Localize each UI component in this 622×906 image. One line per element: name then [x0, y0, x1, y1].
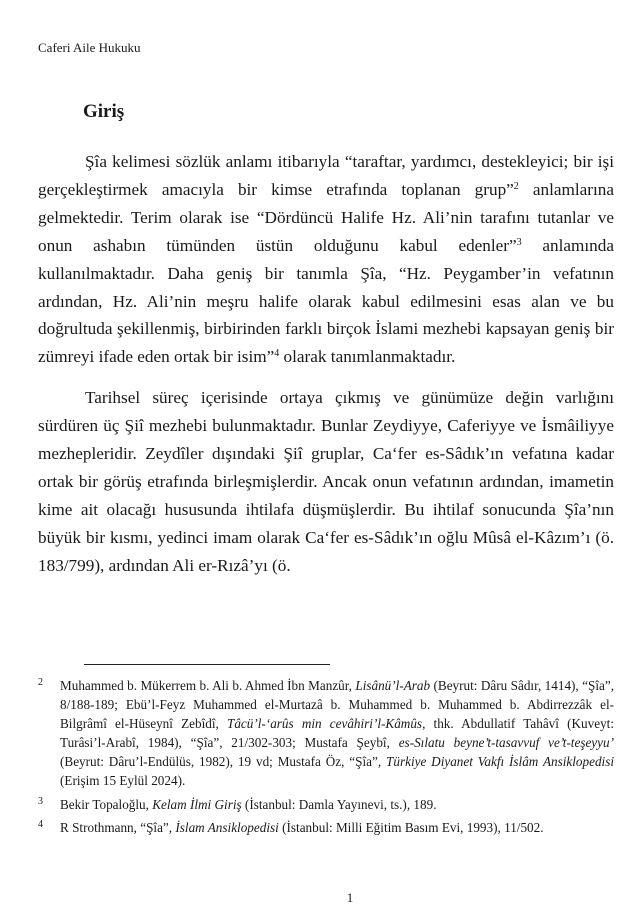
running-head: Caferi Aile Hukuku: [38, 40, 141, 55]
paragraph-1: [38, 148, 614, 371]
section-title: Giriş: [83, 101, 125, 122]
footnote-number: 4: [38, 818, 43, 830]
text-run: anlamlarına gelmektedir. Terim olarak ise “Dördüncü Halife Hz. Ali’nin tarafını tutanlar ve onun ashabın tümünden üstün olduğunu kabul edenler”: [38, 179, 614, 255]
italic-title: Lisânü’l-Arab: [355, 678, 431, 693]
footnote-ref: 3: [516, 236, 522, 248]
text-run: (Beyrut: Dâru Sâdır, 1414), “Şîa”, 8/188-189; Ebü’l-Feyz Muhammed el-Murtazâ b. Muhammed b. Muhammed b. Abdirrezzâk el-Bilgrâmî el-Hüseynî Zebîdî,: [60, 678, 614, 732]
footnote-text: [60, 676, 614, 791]
text-run: Şîa kelimesi sözlük anlamı itibarıyla “taraftar, yardımcı, destekleyici; bir işi gerçekleştirmek amacıyla bir kimse etrafında toplanan grup”: [38, 152, 614, 199]
text-run: Tarihsel süreç içerisinde ortaya çıkmış ve günümüze değin varlığını sürdüren üç Şiî mezhebi bulunmaktadır. Bunlar Zeydiyye, Caferiyye ve İsmâiliyye mezhepleridir. Zeydîler dışındaki Şiî gruplar, Ca‘fer es-Sâdık’ın vefatına kadar ortak bir görüş etrafında birleşmişlerdir. Ancak onun vefatının ardından, imametin kime ait olacağı hususunda ihtilafa düşmüşlerdir. Bu ihtilaf sonucunda Şîa’nın büyük bir kısmı, yedinci imam olarak Ca‘fer es-Sâdık’ın oğlu Mûsâ el-Kâzım’ı (ö. 183/799), ardından Ali er-Rızâ’yı (ö.: [38, 388, 614, 575]
footnote-divider: [84, 664, 330, 665]
text-run: anlamında kullanılmaktadır. Daha geniş bir tanımla Şîa, “Hz. Peygamber’in vefatının ardından, Hz. Ali’nin meşru halife olarak kabul edilmesini esas alan ve bu doğrultuda şekillenmiş, birbirinden farklı birçok İslami mezhebi kapsayan geniş bir zümreyi ifade eden ortak bir isim”: [38, 235, 614, 367]
italic-title: es-Sılatu beyne’t-tasavvuf ve’t-teşeyyu’: [398, 735, 615, 751]
italic-title: Tâcü’l-‘arûs min cevâhiri’l-Kâmûs: [226, 716, 423, 732]
paragraph-2: [38, 384, 614, 579]
footnote-number: 2: [38, 677, 43, 688]
text-run: (Erişim 15 Eylül 2024).: [60, 773, 186, 789]
footnote-text: [60, 795, 614, 814]
text-run: Muhammed b. Mükerrem b. Ali b. Ahmed İbn Manzûr,: [60, 678, 356, 693]
text-run: , thk. Abdullatif Tahâvî (Kuveyt: Turâsi’l-Arabî, 1984), “Şîa”, 21/302-303; Mustafa Şeybî,: [60, 716, 614, 751]
italic-title: Kelam İlmi Giriş: [152, 796, 242, 812]
italic-title: Türkiye Diyanet Vakfı İslâm Ansiklopedisi: [386, 754, 614, 770]
footnote-3: [38, 795, 614, 814]
text-run: Bekir Topaloğlu,: [60, 796, 153, 812]
footnote-4: [38, 818, 614, 837]
footnote-2: [38, 676, 614, 791]
footnote-text: [60, 818, 614, 837]
text-run: (İstanbul: Milli Eğitim Basım Evi, 1993), 11/502.: [278, 819, 544, 835]
body-text: [38, 148, 614, 593]
page-number: 1: [346, 890, 354, 905]
italic-title: İslam Ansiklopedisi: [175, 819, 279, 835]
text-run: R Strothmann, “Şîa”,: [60, 819, 176, 835]
text-run: (Beyrut: Dâru’l-Endülüs, 1982), 19 vd; Mustafa Öz, “Şîa”,: [60, 754, 387, 770]
footnote-ref: 2: [513, 180, 519, 192]
footnote-number: 3: [38, 795, 43, 807]
text-run: (İstanbul: Damla Yayınevi, ts.), 189.: [241, 796, 437, 812]
footnotes: [38, 676, 614, 841]
footnote-ref: 4: [274, 348, 280, 360]
text-run: olarak tanımlanmaktadır.: [279, 347, 456, 367]
